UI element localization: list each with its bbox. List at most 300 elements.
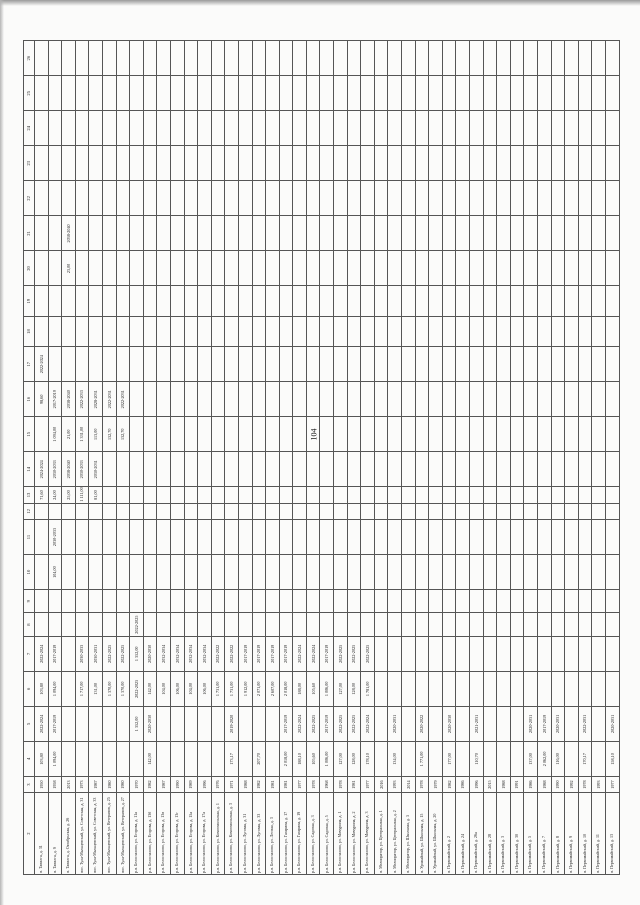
table-cell (198, 741, 212, 776)
table-cell (102, 520, 116, 555)
table-cell (130, 347, 144, 382)
table-cell (524, 520, 538, 555)
table-cell (35, 76, 49, 111)
table-cell (266, 251, 280, 286)
table-cell (388, 382, 402, 417)
table-cell (143, 286, 157, 316)
table-cell (48, 286, 62, 316)
table-cell (184, 520, 198, 555)
table-cell (184, 41, 198, 76)
table-cell: 1996 (198, 776, 212, 792)
table-cell (225, 503, 239, 519)
table-cell (565, 251, 579, 286)
table-cell (483, 671, 497, 706)
table-cell (89, 41, 103, 76)
table-cell (320, 76, 334, 111)
table-cell: 2022-2022 (225, 636, 239, 671)
table-cell (456, 216, 470, 251)
table-cell (211, 417, 225, 452)
table-cell (388, 520, 402, 555)
table-cell: 2017-2019 (279, 706, 293, 741)
table-cell (89, 181, 103, 216)
table-cell: 1 094,00 (48, 671, 62, 706)
table-cell (605, 613, 619, 636)
column-number: 22 (24, 181, 35, 216)
table-cell (565, 146, 579, 181)
table-cell (592, 487, 606, 503)
table-cell (306, 417, 320, 452)
table-cell (347, 181, 361, 216)
table-cell (470, 316, 484, 346)
table-cell (442, 146, 456, 181)
table-cell (483, 503, 497, 519)
table-cell (35, 316, 49, 346)
table-cell (279, 503, 293, 519)
table-cell: 2022-2025 (334, 706, 348, 741)
table-cell (116, 146, 130, 181)
table-cell: 1 094,00 (48, 741, 62, 776)
table-cell (537, 146, 551, 181)
table-cell (170, 111, 184, 146)
table-cell (537, 671, 551, 706)
table-cell (578, 146, 592, 181)
table-cell (89, 216, 103, 251)
table-cell (320, 590, 334, 613)
address-cell: р.п. Белоглазово, ул. Комсомольская, д. 1 (211, 793, 225, 875)
table-cell (225, 452, 239, 487)
table-cell: 1977 (361, 776, 375, 792)
table-cell: 134,00 (388, 741, 402, 776)
table-row (184, 41, 198, 875)
column-number: 19 (24, 286, 35, 316)
table-cell: 2016 (374, 776, 388, 792)
table-cell (238, 76, 252, 111)
table-cell (266, 520, 280, 555)
address-cell: пос. Тула-Мальцевский, ул. Советская, д. 31 (75, 793, 89, 875)
table-cell (402, 741, 416, 776)
table-cell (592, 503, 606, 519)
table-cell (456, 417, 470, 452)
table-cell (388, 286, 402, 316)
table-cell (279, 347, 293, 382)
table-cell (374, 216, 388, 251)
table-cell: 1981 (279, 776, 293, 792)
table-cell (456, 181, 470, 216)
table-cell (578, 503, 592, 519)
table-cell: 142,00 (143, 671, 157, 706)
table-cell (48, 181, 62, 216)
table-cell (537, 613, 551, 636)
table-cell (102, 216, 116, 251)
table-cell (334, 503, 348, 519)
table-cell (143, 41, 157, 76)
table-cell (252, 316, 266, 346)
table-cell (211, 452, 225, 487)
table-cell (89, 613, 103, 636)
table-cell (252, 590, 266, 613)
address-cell: пос. Тула-Мальцевский, ул. Ветеранов, д. 27 (116, 793, 130, 875)
table-cell: 2022-2025 (334, 636, 348, 671)
column-number: 24 (24, 111, 35, 146)
table-cell (510, 111, 524, 146)
table-cell (429, 41, 443, 76)
table-cell (470, 417, 484, 452)
table-cell (483, 146, 497, 181)
table-cell (551, 216, 565, 251)
table-cell (510, 555, 524, 590)
table-cell (442, 216, 456, 251)
table-row (374, 41, 388, 875)
table-cell (347, 417, 361, 452)
table-cell (35, 417, 49, 452)
table-cell (551, 251, 565, 286)
address-cell: п. Урожайный, ул. Школьная, д. 20 (429, 793, 443, 875)
table-cell (238, 503, 252, 519)
table-cell (170, 181, 184, 216)
table-cell (415, 636, 429, 671)
table-cell (361, 503, 375, 519)
table-cell: 104,00 (48, 555, 62, 590)
table-cell: 2 018,00 (279, 741, 293, 776)
table-cell (198, 503, 212, 519)
table-cell (279, 382, 293, 417)
table-cell (143, 111, 157, 146)
table-cell: 1981 (266, 776, 280, 792)
table-cell (170, 41, 184, 76)
table-cell: 103,80 (35, 671, 49, 706)
table-cell (102, 146, 116, 181)
table-cell (456, 487, 470, 503)
column-number: 16 (24, 382, 35, 417)
column-number: 14 (24, 452, 35, 487)
table-cell: 2 018,00 (279, 671, 293, 706)
table-cell: 131,00 (89, 671, 103, 706)
table-cell (89, 590, 103, 613)
table-cell (483, 111, 497, 146)
table-row (429, 41, 443, 875)
table-cell (483, 555, 497, 590)
table-cell (374, 590, 388, 613)
table-cell: 2030-2033 (48, 452, 62, 487)
table-cell (320, 452, 334, 487)
table-cell (266, 706, 280, 741)
table-cell (266, 316, 280, 346)
table-cell (170, 347, 184, 382)
table-cell: 1 352,00 (130, 706, 144, 741)
column-number: 7 (24, 636, 35, 671)
table-cell (374, 706, 388, 741)
table-cell: 106,00 (198, 671, 212, 706)
table-cell (102, 741, 116, 776)
table-cell: 2013 (62, 776, 76, 792)
table-cell (578, 316, 592, 346)
table-cell (402, 520, 416, 555)
table-cell: 1986 (524, 776, 538, 792)
table-cell (75, 347, 89, 382)
table-cell (524, 636, 538, 671)
table-cell (143, 216, 157, 251)
table-cell (116, 520, 130, 555)
table-cell: 178,10 (361, 741, 375, 776)
table-cell (361, 286, 375, 316)
table-cell (551, 613, 565, 636)
table-row (211, 41, 225, 875)
table-cell: 1978 (306, 776, 320, 792)
table-cell (483, 382, 497, 417)
table-cell (306, 555, 320, 590)
table-cell (429, 671, 443, 706)
table-cell (62, 146, 76, 181)
table-cell: 128,00 (347, 741, 361, 776)
table-cell (130, 316, 144, 346)
table-cell: 2022-2024 (293, 706, 307, 741)
table-cell (578, 382, 592, 417)
table-cell (143, 316, 157, 346)
table-cell (605, 347, 619, 382)
table-cell (524, 382, 538, 417)
table-cell (605, 146, 619, 181)
column-number: 4 (24, 741, 35, 776)
table-cell (510, 487, 524, 503)
table-cell (456, 41, 470, 76)
table-cell (266, 613, 280, 636)
address-cell: р.п. Белоглазово, ул. Садовая, д. 5 (320, 793, 334, 875)
table-cell (456, 146, 470, 181)
table-cell: 1 331,00 (75, 417, 89, 452)
table-cell (102, 487, 116, 503)
table-cell (157, 216, 171, 251)
table-cell (252, 503, 266, 519)
table-cell: 2019-2020 (225, 706, 239, 741)
table-cell (279, 146, 293, 181)
table-cell (415, 316, 429, 346)
table-cell (225, 316, 239, 346)
table-cell (75, 316, 89, 346)
table-cell (198, 555, 212, 590)
rotated-table-container (23, 40, 613, 875)
table-cell: 103,80 (35, 741, 49, 776)
table-cell (252, 613, 266, 636)
table-cell: 113,00 (89, 417, 103, 452)
table-cell: 2021-2031 (470, 706, 484, 741)
address-cell: п. Тавилга, д. Октябрьская, д. 26 (62, 793, 76, 875)
table-cell (238, 452, 252, 487)
table-cell (361, 146, 375, 181)
table-cell: 2022-2025 (347, 636, 361, 671)
table-cell: 2022-2031 (578, 706, 592, 741)
table-cell (198, 286, 212, 316)
column-number: 9 (24, 590, 35, 613)
table-cell (374, 671, 388, 706)
table-cell (143, 613, 157, 636)
table-cell (347, 382, 361, 417)
table-cell (361, 181, 375, 216)
table-cell: 1 006,00 (320, 741, 334, 776)
table-cell (102, 706, 116, 741)
table-cell (402, 181, 416, 216)
table-cell (170, 590, 184, 613)
table-cell (116, 251, 130, 286)
table-cell (537, 636, 551, 671)
table-cell (429, 487, 443, 503)
table-cell (361, 520, 375, 555)
table-cell: 2017-2019 (48, 706, 62, 741)
table-cell (238, 251, 252, 286)
table-cell: 2020-2030 (143, 706, 157, 741)
table-cell (442, 111, 456, 146)
address-cell: р.п. Белоглазово, ул. Егорова, д. 17а (198, 793, 212, 875)
table-cell: 2024-2024 (35, 452, 49, 487)
table-cell (157, 741, 171, 776)
table-cell (170, 487, 184, 503)
table-cell (62, 671, 76, 706)
table-cell (334, 286, 348, 316)
table-cell (551, 382, 565, 417)
table-cell (592, 613, 606, 636)
table-cell (320, 216, 334, 251)
table-cell (497, 216, 511, 251)
table-cell: 1 094,00 (48, 417, 62, 452)
table-cell (483, 741, 497, 776)
table-cell (252, 41, 266, 76)
table-row (551, 41, 565, 875)
table-cell (266, 487, 280, 503)
table-cell: 2032-2034 (170, 636, 184, 671)
table-cell (225, 555, 239, 590)
table-cell (374, 41, 388, 76)
table-cell (157, 382, 171, 417)
table-cell (130, 555, 144, 590)
table-cell (551, 41, 565, 76)
table-cell (388, 251, 402, 286)
table-cell (75, 41, 89, 76)
address-cell: р.п. Белоглазово, ул. Егорова, д. 13в (157, 793, 171, 875)
table-cell (388, 613, 402, 636)
table-cell (238, 613, 252, 636)
table-cell (361, 41, 375, 76)
table-cell (537, 286, 551, 316)
table-cell (198, 251, 212, 286)
table-cell: 1992 (565, 776, 579, 792)
table-cell (211, 613, 225, 636)
table-cell (456, 520, 470, 555)
table-cell (497, 452, 511, 487)
table-cell (524, 286, 538, 316)
table-cell (334, 76, 348, 111)
table-row (266, 41, 280, 875)
address-cell: р.п. Белоглазово, ул. Садовая, д. 3 (306, 793, 320, 875)
table-cell (130, 590, 144, 613)
table-cell (592, 671, 606, 706)
table-cell (374, 181, 388, 216)
table-cell (75, 146, 89, 181)
table-cell (225, 613, 239, 636)
table-row (388, 41, 402, 875)
table-cell (374, 251, 388, 286)
table-cell (605, 555, 619, 590)
table-cell (48, 613, 62, 636)
table-cell (429, 316, 443, 346)
address-cell: п. Первомайский, д. 13 (605, 793, 619, 875)
table-cell (225, 251, 239, 286)
table-cell (89, 503, 103, 519)
table-cell (238, 741, 252, 776)
table-cell (266, 347, 280, 382)
table-cell (266, 286, 280, 316)
table-cell (198, 146, 212, 181)
table-cell (415, 503, 429, 519)
table-cell: 1973 (75, 776, 89, 792)
table-cell (334, 111, 348, 146)
table-cell (225, 382, 239, 417)
table-cell (170, 76, 184, 111)
table-cell (605, 503, 619, 519)
table-cell (225, 216, 239, 251)
table-cell: 2020-2031 (605, 706, 619, 741)
table-cell (470, 487, 484, 503)
table-cell (116, 216, 130, 251)
table-cell (402, 417, 416, 452)
table-cell (578, 417, 592, 452)
table-cell (497, 671, 511, 706)
table-cell (48, 590, 62, 613)
table-cell (605, 251, 619, 286)
table-cell (470, 111, 484, 146)
table-cell (361, 417, 375, 452)
table-cell: 158,10 (605, 741, 619, 776)
table-cell: 1 111,00 (75, 487, 89, 503)
table-row (306, 41, 320, 875)
table-cell (537, 590, 551, 613)
table-cell (184, 555, 198, 590)
table-cell (592, 76, 606, 111)
table-cell: 1989 (184, 776, 198, 792)
table-cell (497, 41, 511, 76)
table-cell (470, 636, 484, 671)
table-cell (75, 555, 89, 590)
table-cell (198, 590, 212, 613)
table-cell (306, 216, 320, 251)
table-cell (320, 286, 334, 316)
table-cell: 1 717,00 (75, 671, 89, 706)
table-cell (537, 316, 551, 346)
table-cell (116, 487, 130, 503)
table-cell (266, 555, 280, 590)
table-row (252, 41, 266, 875)
table-cell (551, 417, 565, 452)
table-cell (415, 41, 429, 76)
table-cell (374, 741, 388, 776)
table-cell: 1970 (130, 776, 144, 792)
table-cell: 2032-2034 (198, 636, 212, 671)
table-cell: 1977 (605, 776, 619, 792)
table-cell (402, 41, 416, 76)
table-cell (442, 452, 456, 487)
table-cell: 2022-2025 (102, 636, 116, 671)
table-cell (157, 146, 171, 181)
address-cell: п. Первомайский, д. 24 (456, 793, 470, 875)
table-cell (551, 590, 565, 613)
table-cell (75, 286, 89, 316)
table-cell (89, 520, 103, 555)
table-cell (483, 41, 497, 76)
table-cell (35, 590, 49, 613)
table-cell (130, 503, 144, 519)
table-cell: 2038-2040 (62, 452, 76, 487)
table-cell (510, 216, 524, 251)
table-cell (170, 417, 184, 452)
table-cell (510, 417, 524, 452)
